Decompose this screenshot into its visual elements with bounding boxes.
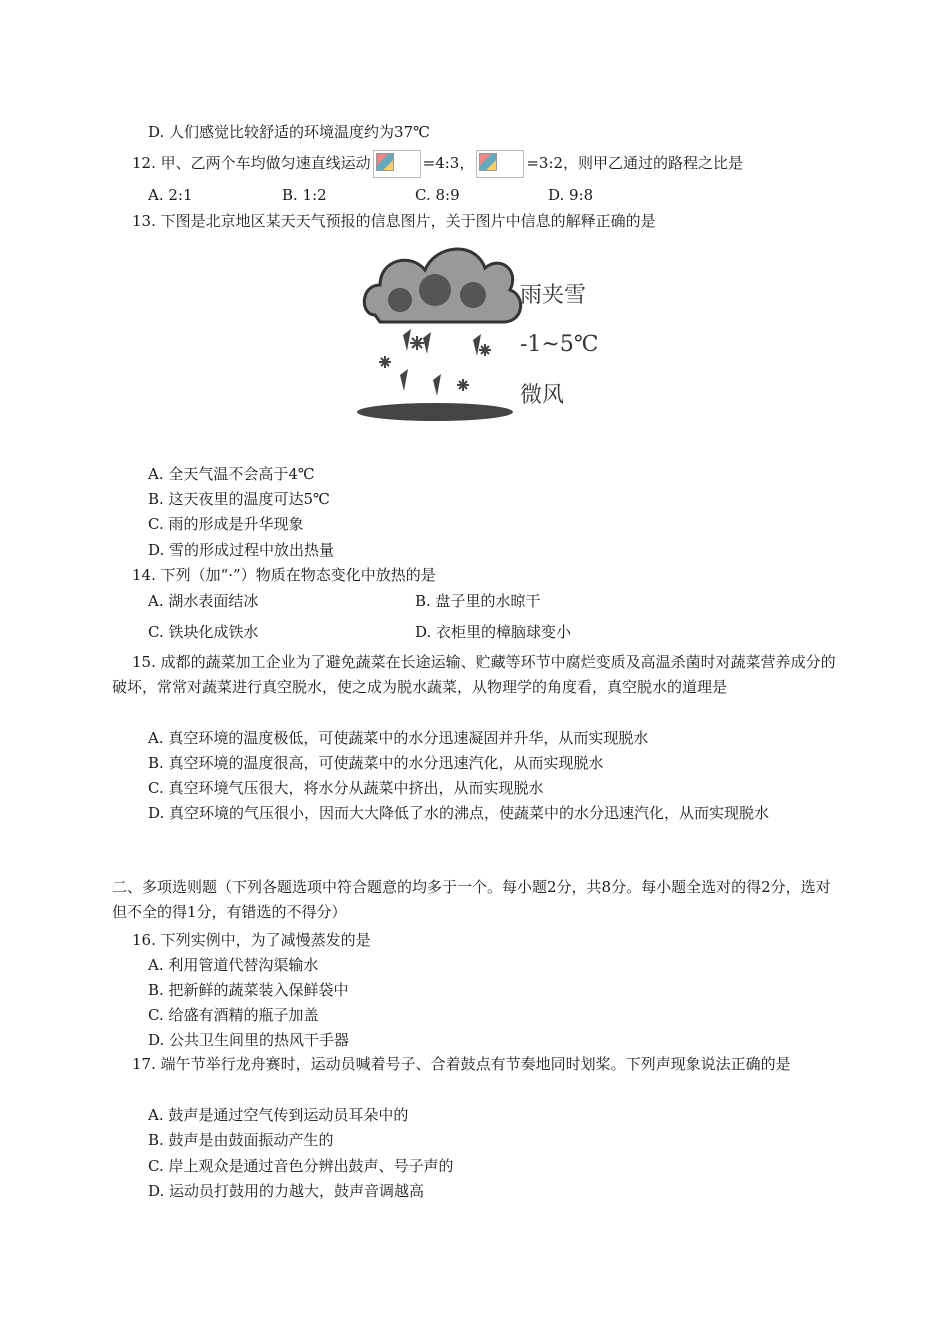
- q16-option-a: A. 利用管道代替沟渠输水: [148, 956, 319, 974]
- q16-stem: 16. 下列实例中，为了减慢蒸发的是: [132, 931, 371, 949]
- q13-option-d: D. 雪的形成过程中放出热量: [148, 541, 335, 559]
- q17-option-a: A. 鼓声是通过空气传到运动员耳朵中的: [148, 1106, 409, 1124]
- weather-type: 雨夹雪: [520, 283, 587, 308]
- q15-option-b: B. 真空环境的温度很高，可使蔬菜中的水分迅速汽化，从而实现脱水: [148, 754, 604, 772]
- q16-option-c: C. 给盛有酒精的瓶子加盖: [148, 1006, 319, 1024]
- q17-option-d: D. 运动员打鼓用的力越大，鼓声音调越高: [148, 1182, 425, 1200]
- q15-stem: 15. 成都的蔬菜加工企业为了避免蔬菜在长途运输、贮藏等环节中腐烂变质及高温杀菌时对蔬菜营养成分的破坏，常常对蔬菜进行真空脱水，使之成为脱水蔬菜，从物理学的角度看，真空脱水的道理是: [112, 653, 836, 696]
- q13-stem: 13. 下图是北京地区某天天气预报的信息图片，关于图片中信息的解释正确的是: [132, 212, 656, 230]
- section2-heading: 二、多项选则题（下列各题选项中符合题意的均多于一个。每小题2分，共8分。每小题全选对的得2分，选对但不全的得1分，有错选的不得分）: [112, 878, 831, 921]
- q13-option-a: A. 全天气温不会高于4℃: [148, 465, 315, 483]
- q17-option-b: B. 鼓声是由鼓面振动产生的: [148, 1131, 334, 1149]
- q12-stem: [132, 150, 743, 178]
- q16-option-b: B. 把新鲜的蔬菜装入保鲜袋中: [148, 981, 349, 999]
- broken-image-icon: [373, 150, 421, 178]
- q15-option-d: D. 真空环境的气压很小，因而大大降低了水的沸点，使蔬菜中的水分迅速汽化，从而实现脱水: [148, 804, 770, 822]
- q15-option-a: A. 真空环境的温度极低，可使蔬菜中的水分迅速凝固并升华，从而实现脱水: [148, 729, 649, 747]
- q14-option-a: A. 湖水表面结冰: [148, 592, 259, 610]
- q16-option-d: D. 公共卫生间里的热风干手器: [148, 1031, 350, 1049]
- q17-option-c: C. 岸上观众是通过音色分辨出鼓声、号子声的: [148, 1157, 454, 1175]
- q12-option-b: B. 1:2: [282, 186, 327, 204]
- q14-option-d: D. 衣柜里的樟脑球变小: [415, 623, 572, 641]
- q12-option-c: C. 8:9: [415, 186, 460, 204]
- q12-stem-c: =3:2，则甲乙通过的路程之比是: [526, 154, 744, 172]
- q14-option-b: B. 盘子里的水晾干: [415, 592, 541, 610]
- q12-option-a: A. 2:1: [148, 186, 193, 204]
- q12-stem-b: =4:3，: [422, 154, 475, 172]
- q14-option-c: C. 铁块化成铁水: [148, 623, 259, 641]
- q14-stem: 14. 下列（加“·”）物质在物态变化中放热的是: [132, 566, 436, 584]
- weather-forecast-image: [355, 240, 615, 460]
- q12-option-d: D. 9:8: [548, 186, 594, 204]
- q15-option-c: C. 真空环境气压很大，将水分从蔬菜中挤出，从而实现脱水: [148, 779, 544, 797]
- weather-wind: 微风: [520, 383, 565, 408]
- q17-stem: 17. 端午节举行龙舟赛时，运动员喊着号子、合着鼓点有节奏地同时划桨。下列声现象说法正确的是: [132, 1055, 791, 1073]
- q13-option-b: B. 这天夜里的温度可达5℃: [148, 490, 330, 508]
- broken-image-icon: [476, 150, 524, 178]
- q13-option-c: C. 雨的形成是升华现象: [148, 515, 304, 533]
- weather-temperature: -1~5℃: [520, 332, 599, 357]
- q11-option-d: D. 人们感觉比较舒适的环境温度约为37℃: [148, 123, 430, 141]
- q12-stem-a: 12. 甲、乙两个车均做匀速直线运动: [132, 154, 371, 172]
